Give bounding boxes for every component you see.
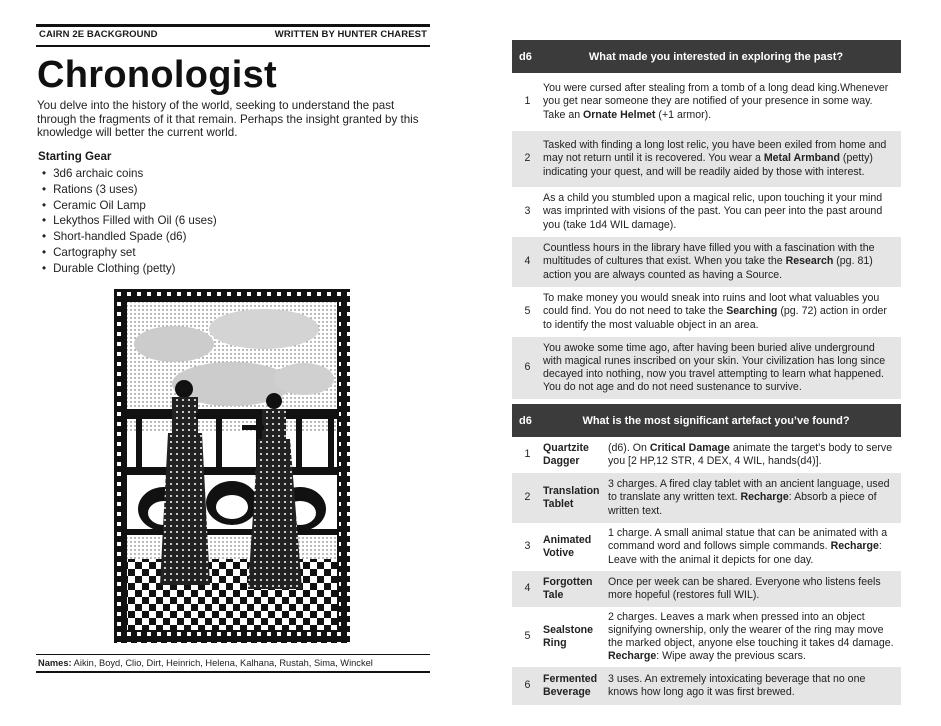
table1-row [512, 287, 901, 337]
names-list: Aikin, Boyd, Clio, Dirt, Heinrich, Helena, Kalhana, Rustah, Sima, Winckel [73, 658, 373, 668]
row-number: 6 [524, 679, 531, 692]
table1-row [512, 131, 901, 187]
row-number: 5 [524, 630, 531, 643]
gear-item: • Lekythos Filled with Oil (6 uses) [42, 213, 217, 229]
gear-item: • Short-handled Spade (d6) [42, 229, 217, 245]
row-number: 4 [524, 582, 531, 595]
gear-item: • Ceramic Oil Lamp [42, 198, 217, 214]
row-text: To make money you would sneak into ruins and loot what valuables you could find. You do not need to take the Searching (pg. 72) action in order to identify the most valuable object in an area. [543, 292, 887, 331]
left-page [36, 24, 430, 674]
table2-row [512, 667, 901, 705]
page-title: Chronologist [37, 54, 278, 96]
table2-row [512, 523, 901, 571]
intro-paragraph: You delve into the history of the world, seeking to understand the past through the fragments of it that remain. Perhaps the insight granted by this knowledge will better the current world. [37, 99, 419, 139]
starting-gear-list [42, 166, 217, 277]
artefact-name: Forgotten Tale [543, 576, 593, 601]
row-text: Tasked with finding a long lost relic, you have been exiled from home and may not return until it is recovered. You wear a Metal Armband (petty) indicating your quest, and will be readily aided by those with interest. [543, 139, 887, 178]
page-header [39, 29, 427, 40]
table2-row [512, 437, 901, 473]
table2-row [512, 571, 901, 607]
artefact-desc: 2 charges. Leaves a mark when pressed into an object signifying ownership, only the wearer of the ring may move the marked object, anyone else touching it takes d4 damage. Recharge: Wipe away the previous scars. [608, 610, 894, 663]
header-rule-top [36, 24, 430, 27]
artefact-name: Translation Tablet [543, 485, 600, 510]
names-rule-bottom [36, 671, 430, 673]
gear-item: • Rations (3 uses) [42, 182, 217, 198]
artefact-desc: 3 uses. An extremely intoxicating beverage that no one knows how long ago it was first brewed. [608, 672, 866, 698]
table1-row [512, 73, 901, 131]
row-number: 1 [524, 95, 531, 108]
table2-header [512, 404, 901, 437]
right-page [512, 40, 901, 705]
names-label: Names: [38, 658, 72, 668]
artefact-desc: Once per week can be shared. Everyone who listens feels more hopeful (restores full WIL). [608, 575, 881, 601]
artefact-name: Fermented Beverage [543, 673, 598, 698]
row-number: 2 [524, 491, 531, 504]
table1-row [512, 337, 901, 399]
table1-die: d6 [519, 50, 532, 63]
illustration [114, 289, 350, 643]
names-line [38, 658, 373, 668]
artefact-desc: (d6). On Critical Damage animate the target's body to serve you [2 HP,12 STR, 4 DEX, 4 WIL, hands(d4)]. [608, 441, 893, 467]
header-left: CAIRN 2E BACKGROUND [39, 29, 158, 40]
artefact-name: Sealstone Ring [543, 624, 594, 649]
artefact-desc: 3 charges. A fired clay tablet with an ancient language, used to translate any written text. Recharge: Absorb a piece of written text. [608, 478, 890, 517]
row-number: 1 [524, 448, 531, 461]
table1-row [512, 187, 901, 237]
table2-row [512, 473, 901, 523]
table2-question: What is the most significant artefact you’ve found? [582, 414, 850, 427]
row-number: 3 [524, 540, 531, 553]
table1-row [512, 237, 901, 287]
row-text: You were cursed after stealing from a tomb of a long dead king.Whenever you get near someone they are notified of your presence in some way. Take an Ornate Helmet (+1 armor). [543, 82, 889, 121]
artefact-name: Animated Votive [543, 534, 592, 559]
row-number: 5 [524, 305, 531, 318]
row-number: 4 [524, 255, 531, 268]
names-rule-top [36, 654, 430, 655]
row-number: 6 [524, 361, 531, 374]
table2-row [512, 607, 901, 667]
row-text: You awoke some time ago, after having been buried alive underground with magical runes inscribed on your skin. Your civilization has long since decayed into nothing, now you travel attempting to learn what happened. You do not age and do not need sustenance to survive. [543, 341, 886, 394]
row-text: As a child you stumbled upon a magical relic, upon touching it your mind was imprinted with visions of the past. You can peer into the past around you (take 1d4 WIL damage). [543, 192, 883, 231]
starting-gear-heading: Starting Gear [38, 150, 112, 163]
table1-header [512, 40, 901, 73]
table2-die: d6 [519, 414, 532, 427]
gear-item: • Cartography set [42, 245, 217, 261]
header-rule-bottom [36, 45, 430, 47]
row-number: 3 [524, 205, 531, 218]
artefact-desc: 1 charge. A small animal statue that can be animated with a command word and follows simple commands. Recharge: Leave with the animal it depicts for one day. [608, 527, 888, 566]
header-right: WRITTEN BY HUNTER CHAREST [274, 29, 427, 40]
table1-question: What made you interested in exploring the past? [588, 50, 844, 63]
gear-item: • Durable Clothing (petty) [42, 261, 217, 277]
row-number: 2 [524, 152, 531, 165]
gear-item: • 3d6 archaic coins [42, 166, 217, 182]
row-text: Countless hours in the library have filled you with a fascination with the multitudes of cultures that exist. When you take the Research (pg. 81) action you are always counted as having a Source. [543, 242, 875, 281]
artefact-name: Quartzite Dagger [543, 442, 589, 467]
